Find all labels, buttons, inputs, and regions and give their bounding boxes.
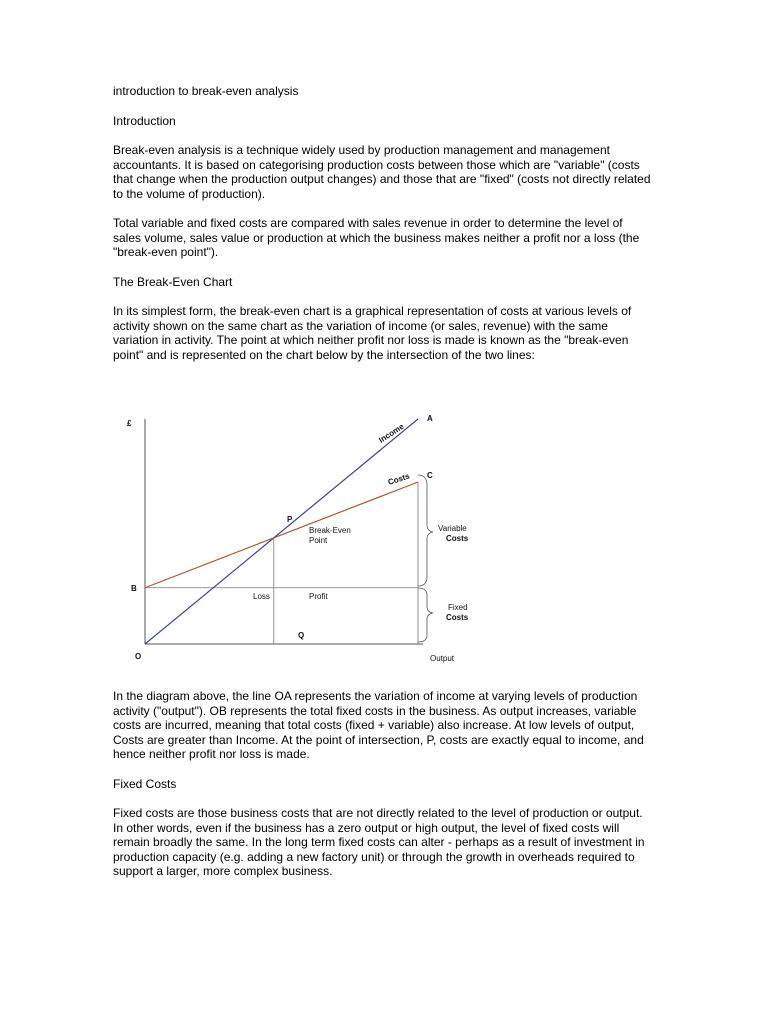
variable-costs-label-1: Variable <box>438 524 467 533</box>
x-axis-label: Output <box>430 654 455 663</box>
break-even-chart <box>113 405 653 670</box>
fixed-point-label: B <box>131 584 137 593</box>
variable-costs-brace <box>418 475 433 586</box>
paragraph-intro-2: Total variable and fixed costs are compared with sales revenue in order to determine the level of sales volume, sales value or production at which the business makes neither a profit nor a loss (the "break-even point"). <box>113 216 640 259</box>
document-title: introduction to break-even analysis <box>113 84 299 98</box>
section-heading-chart: The Break-Even Chart <box>113 274 233 289</box>
costs-end-label: C <box>427 471 433 480</box>
paragraph-diagram-explanation: In the diagram above, the line OA represents the variation of income at varying levels of production activity ("output"). OB represents the total fixed costs in the business. As output increases, variable costs are incurred, meaning that total costs (fixed + variable) also increase. At low levels of output, Costs are greater than Income. At the point of intersection, P, costs are exactly equal to income, and hence neither profit nor loss is made. <box>113 689 644 761</box>
income-series-label: Income <box>377 421 406 445</box>
costs-line <box>145 482 418 588</box>
paragraph-intro-1: Break-even analysis is a technique widely used by production management and management accountants. It is based on categorising production costs between those which are "variable" (costs that change when the production output changes) and those that are "fixed" (costs not directly related to the volume of production). <box>113 143 651 201</box>
section-heading-introduction: Introduction <box>113 113 176 128</box>
y-axis-label: £ <box>127 419 132 428</box>
intersection-label: P <box>287 515 293 524</box>
intersection-x-label: Q <box>298 631 305 640</box>
origin-label: O <box>135 652 142 661</box>
break-even-label-2: Point <box>309 536 328 545</box>
section-heading-fixed-costs: Fixed Costs <box>113 776 177 791</box>
paragraph-chart-intro: In its simplest form, the break-even chart is a graphical representation of costs at various levels of activity shown on the same chart as the variation of income (or sales, revenue) with the same variation in activity. The point at which neither profit nor loss is made is known as the "break-even point" and is represented on the chart below by the intersection of the two lines: <box>113 304 632 362</box>
costs-series-label: Costs <box>386 471 411 487</box>
profit-label: Profit <box>309 592 328 601</box>
variable-costs-label-2: Costs <box>446 534 469 543</box>
fixed-costs-brace <box>418 588 433 642</box>
break-even-label-1: Break-Even <box>309 526 351 535</box>
fixed-costs-label-1: Fixed <box>448 603 468 612</box>
income-end-label: A <box>427 414 433 423</box>
document-body-continued <box>113 689 653 894</box>
loss-label: Loss <box>253 592 270 601</box>
income-line <box>145 419 418 644</box>
document-body <box>113 84 653 377</box>
break-even-chart-svg <box>113 405 653 670</box>
paragraph-fixed-costs: Fixed costs are those business costs that are not directly related to the level of production or output. In other words, even if the business has a zero output or high output, the level of fixed costs will remain broadly the same. In the long term fixed costs can alter - perhaps as a result of investment in production capacity (e.g. adding a new factory unit) or through the growth in overheads required to support a larger, more complex business. <box>113 806 645 878</box>
fixed-costs-label-2: Costs <box>446 613 469 622</box>
